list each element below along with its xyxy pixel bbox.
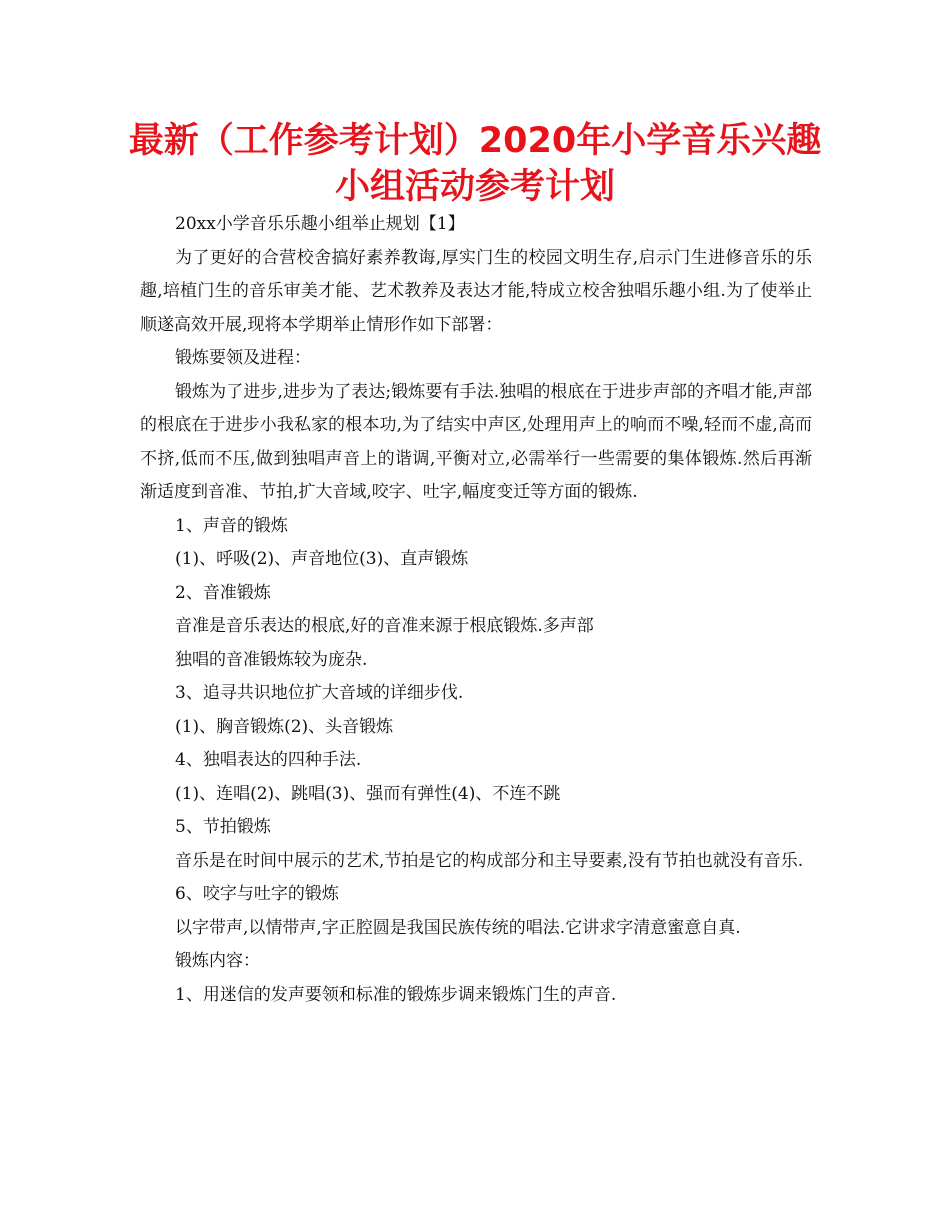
paragraph: (1)、胸音锻炼(2)、头音锻炼 (175, 716, 394, 737)
paragraph: 20xx小学音乐乐趣小组举止规划【1】 (175, 214, 465, 234)
paragraph: 音准是音乐表达的根底,好的音准来源于根底锻炼.多声部 (175, 616, 594, 636)
paragraph: 4、独唱表达的四种手法. (175, 750, 362, 770)
paragraph: (1)、呼吸(2)、声音地位(3)、直声锻炼 (175, 549, 469, 569)
document-title: 最新（工作参考计划）2020年小学音乐兴趣小组活动参考计划 (128, 121, 822, 207)
paragraph: 锻炼要领及进程： (175, 348, 311, 368)
paragraph: 独唱的音准锻炼较为庞杂. (175, 649, 368, 670)
paragraph: 为了更好的合营校舍搞好素养教诲,厚实门生的校园文明生存,启示门生进修音乐的乐趣,培植门生的音乐审美才能、艺术教养及表达才能,特成立校舍独唱乐趣小组.为了使举止顺遂高效开展,现将本学期举止情形作如下部署： (140, 247, 812, 335)
paragraph: 音乐是在时间中展示的艺术,节拍是它的构成部分和主导要素,没有节拍也就没有音乐. (175, 850, 804, 871)
document-body (140, 208, 812, 1012)
paragraph: 2、音准锻炼 (175, 582, 271, 603)
paragraph: 锻炼内容： (175, 951, 260, 971)
paragraph: (1)、连唱(2)、跳唱(3)、强而有弹性(4)、不连不跳 (175, 783, 561, 804)
paragraph: 1、用迷信的发声要领和标准的锻炼步调来锻炼门生的声音. (175, 984, 617, 1005)
paragraph: 以字带声,以情带声,字正腔圆是我国民族传统的唱法.它讲求字清意蜜意自真. (175, 917, 741, 938)
paragraph: 锻炼为了进步,进步为了表达;锻炼要有手法.独唱的根底在于进步声部的齐唱才能,声部的根底在于进步小我私家的根本功,为了结实中声区,处理用声上的响而不噪,轻而不虚,高而不挤,低而不压,做到独唱声音上的谐调,平衡对立,必需举行一些需要的集体锻炼.然后再渐渐适度到音准、节拍,扩大音域,咬字、吐字,幅度变迁等方面的锻炼. (140, 381, 812, 502)
paragraph: 1、声音的锻炼 (175, 515, 288, 536)
paragraph: 6、咬字与吐字的锻炼 (175, 884, 339, 904)
paragraph: 5、节拍锻炼 (175, 817, 271, 837)
paragraph: 3、追寻共识地位扩大音域的详细步伐. (175, 683, 464, 703)
